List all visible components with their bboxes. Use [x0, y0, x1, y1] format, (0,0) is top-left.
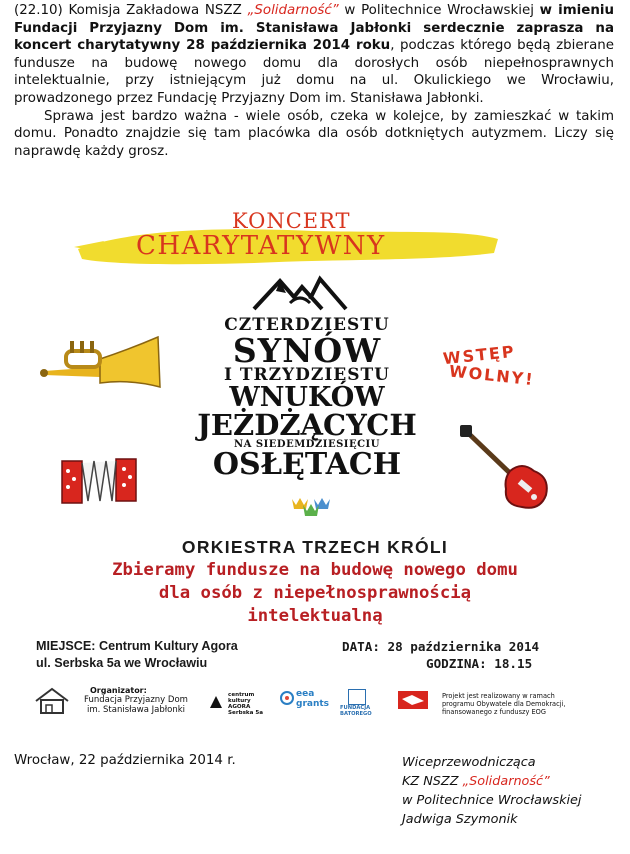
place-date: Wrocław, 22 października 2014 r. [14, 753, 236, 768]
mountain-icon [250, 273, 350, 313]
batory-line-1: FUNDACJA [340, 705, 371, 711]
fundraising-line-3: intelektualną [247, 606, 383, 626]
text-segment: w Politechnice Wrocławskiej [338, 3, 540, 18]
signature-name: Jadwiga Szymonik [402, 812, 518, 827]
agora-line-4: Serbska 5a [228, 710, 264, 716]
eea-circle-icon [280, 691, 294, 705]
paragraph-2: Sprawa jest bardzo ważna - wiele osób, czeka w kolejce, by zamieszkać w takim domu. Ponadto znajdzie się tam placówka dla osób dotkniętych autyzmem. Liczy się naprawdę każdy grosz. [14, 108, 614, 159]
organizer-label: Organizator: [90, 686, 147, 695]
project-line-2: programu Obywatele dla Demokracji, [442, 700, 566, 708]
signature-solidarnosc: „Solidarność” [462, 774, 550, 789]
solidarnosc-name: „Solidarność” [247, 3, 339, 18]
batory-square-icon [348, 689, 366, 705]
organizer-name-line-1: Fundacja Przyjazny Dom [84, 695, 188, 705]
band-line-2: SYNÓW [232, 331, 382, 370]
eea-line-2: grants [296, 699, 330, 709]
text-segment: , podczas którego będą zbierane fundusze na budowę nowego domu dla dorosłych osób niepełnosprawnych intelektualnie, przy istniejącym już domu na ul. Okulickiego we Wrocławiu, prowadzonego przez Fundację Przyjazny Dom im. Stanisława Jabłonki. [14, 38, 614, 106]
venue-info [36, 638, 238, 672]
signature-location: w Politechnice Wrocławskiej [402, 793, 582, 808]
signature-block [402, 753, 581, 829]
koncert-heading: KONCERT [232, 209, 351, 233]
band-line-5: JEŻDŻĄCYCH [197, 408, 417, 442]
agora-line-2: kultury [228, 698, 251, 704]
foundation-house-logo [32, 685, 72, 715]
agora-line-3: AGORA [228, 704, 251, 710]
trumpet-icon [38, 331, 164, 395]
event-time: GODZINA: 18.15 [426, 656, 533, 671]
paragraph-1 [14, 2, 614, 108]
wstep-wolny-badge [436, 339, 552, 391]
project-line-1: Projekt jest realizowany w ramach [442, 692, 555, 700]
organizer-name [76, 695, 196, 715]
text-segment: (22.10) Komisja Zakładowa NSZZ [14, 3, 248, 18]
band-line-1: CZTERDZIESTU [224, 315, 390, 335]
agora-triangle-icon [208, 694, 224, 710]
fundraising-message [0, 559, 630, 628]
eea-grants-logo [280, 689, 332, 715]
project-line-3: finansowanego z funduszy EOG [442, 708, 546, 716]
article-text [14, 2, 614, 160]
fundraising-line-2: dla osób z niepełnosprawnością [158, 583, 472, 603]
wstep-text: WSTĘP [442, 341, 517, 369]
obywatele-logo [390, 687, 436, 715]
band-line-6: NA SIEDEMDZIESIĘCIU [234, 439, 380, 450]
invitation-bold: w imieniu Fundacji Przyjazny Dom im. Stanisława Jabłonki serdecznie zaprasza na koncert charytatywny 28 października 2014 roku [14, 3, 614, 54]
fundraising-line-1: Zbieramy fundusze na budowę nowego domu [112, 560, 518, 580]
charytatywny-heading: CHARYTATYWNY [136, 231, 386, 261]
venue-line-1: MIEJSCE: Centrum Kultury Agora [36, 639, 238, 653]
date-time-info [342, 638, 539, 672]
batory-foundation-logo [340, 689, 376, 717]
concert-poster [0, 195, 630, 735]
venue-line-2: ul. Serbska 5a we Wrocławiu [36, 656, 208, 670]
three-crowns-icon [290, 495, 332, 517]
organizer-name-line-2: im. Stanisława Jabłonki [86, 705, 186, 715]
agora-logo [208, 692, 272, 716]
band-line-4: WNUKÓW [229, 382, 385, 413]
eea-line-1: eea [296, 689, 315, 699]
band-line-7: OSŁĘTACH [212, 447, 402, 482]
project-funding-note [442, 692, 582, 716]
signature-title: Wiceprzewodnicząca [402, 755, 536, 770]
signature-org-prefix: KZ NSZZ [402, 774, 463, 789]
event-date: DATA: 28 października 2014 [342, 639, 540, 654]
band-line-3: I TRZYDZIESTU [223, 365, 390, 385]
electric-guitar-icon [460, 425, 556, 511]
signature-org [402, 772, 581, 791]
batory-line-2: BATOREGO [340, 711, 372, 717]
wolny-text: WOLNY! [448, 361, 536, 390]
orchestra-name: ORKIESTRA TRZECH KRÓLI [181, 537, 449, 557]
band-name [196, 317, 418, 480]
agora-line-1: centrum [228, 692, 255, 698]
accordion-icon [58, 453, 140, 509]
